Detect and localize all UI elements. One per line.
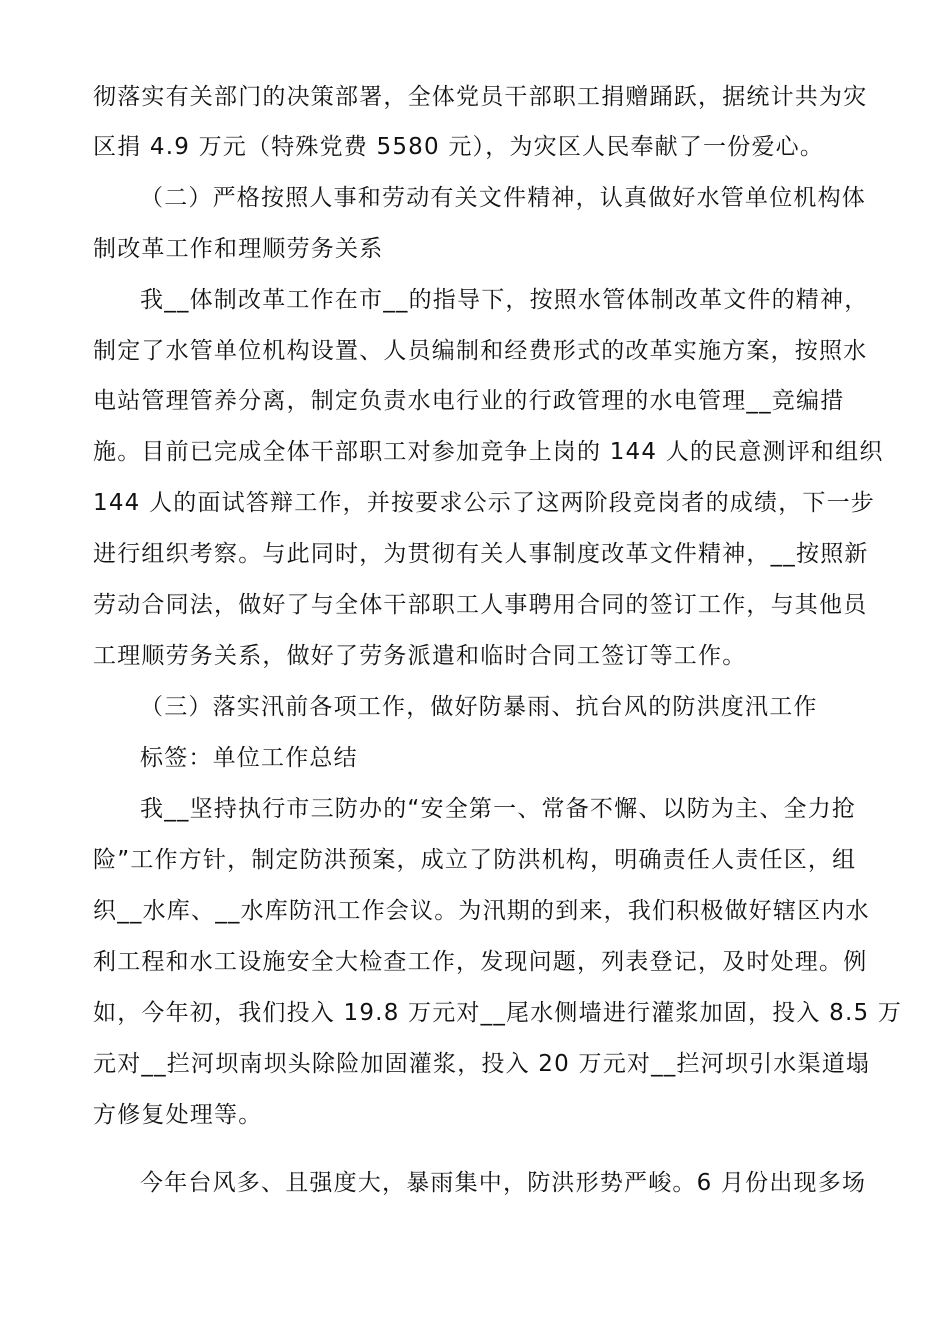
text-line: 我__体制改革工作在市__的指导下，按照水管体制改革文件的精神， (140, 287, 869, 313)
text-line: 进行组织考察。与此同时，为贯彻有关人事制度改革文件精神，__按照新 (93, 541, 869, 567)
text-line: 我__坚持执行市三防办的“安全第一、常备不懈、以防为主、全力抢 (140, 796, 857, 822)
text-line: 电站管理管养分离，制定负责水电行业的行政管理的水电管理__竞编措 (93, 388, 845, 414)
text-line: 元对__拦河坝南坝头除险加固灌浆，投入 20 万元对__拦河坝引水渠道塌 (93, 1051, 871, 1077)
text-line: 今年台风多、且强度大，暴雨集中，防洪形势严峻。6 月份出现多场 (140, 1170, 867, 1196)
text-line: 施。目前已完成全体干部职工对参加竞争上岗的 144 人的民意测评和组织 (93, 439, 884, 465)
text-line: 利工程和水工设施安全大检查工作，发现问题，列表登记，及时处理。例 (93, 949, 868, 975)
section-heading: （三）落实汛前各项工作，做好防暴雨、抗台风的防洪度汛工作 (140, 694, 818, 720)
text-line: 144 人的面试答辩工作，并按要求公示了这两阶段竞岗者的成绩，下一步 (93, 490, 876, 516)
text-line: 方修复处理等。 (93, 1102, 263, 1128)
text-line: 区捐 4.9 万元（特殊党费 5580 元），为灾区人民奉献了一份爱心。 (93, 134, 825, 160)
text-line: 工理顺劳务关系，做好了劳务派遣和临时合同工签订等工作。 (93, 643, 747, 669)
text-line: 如，今年初，我们投入 19.8 万元对__尾水侧墙进行灌浆加固，投入 8.5 万 (93, 1000, 903, 1026)
section-heading: 制改革工作和理顺劳务关系 (93, 236, 384, 262)
text-line: 织__水库、__水库防汛工作会议。为汛期的到来，我们积极做好辖区内水 (93, 898, 870, 924)
text-line: 制定了水管单位机构设置、人员编制和经费形式的改革实施方案，按照水 (93, 338, 868, 364)
text-line: 劳动合同法，做好了与全体干部职工人事聘用合同的签订工作，与其他员 (93, 592, 868, 618)
text-line: 彻落实有关部门的决策部署，全体党员干部职工捐赠踊跃，据统计共为灾 (93, 84, 868, 110)
tag-line: 标签：单位工作总结 (140, 745, 358, 771)
text-line: 险”工作方针，制定防洪预案，成立了防洪机构，明确责任人责任区，组 (93, 847, 857, 873)
section-heading: （二）严格按照人事和劳动有关文件精神，认真做好水管单位机构体 (140, 185, 866, 211)
